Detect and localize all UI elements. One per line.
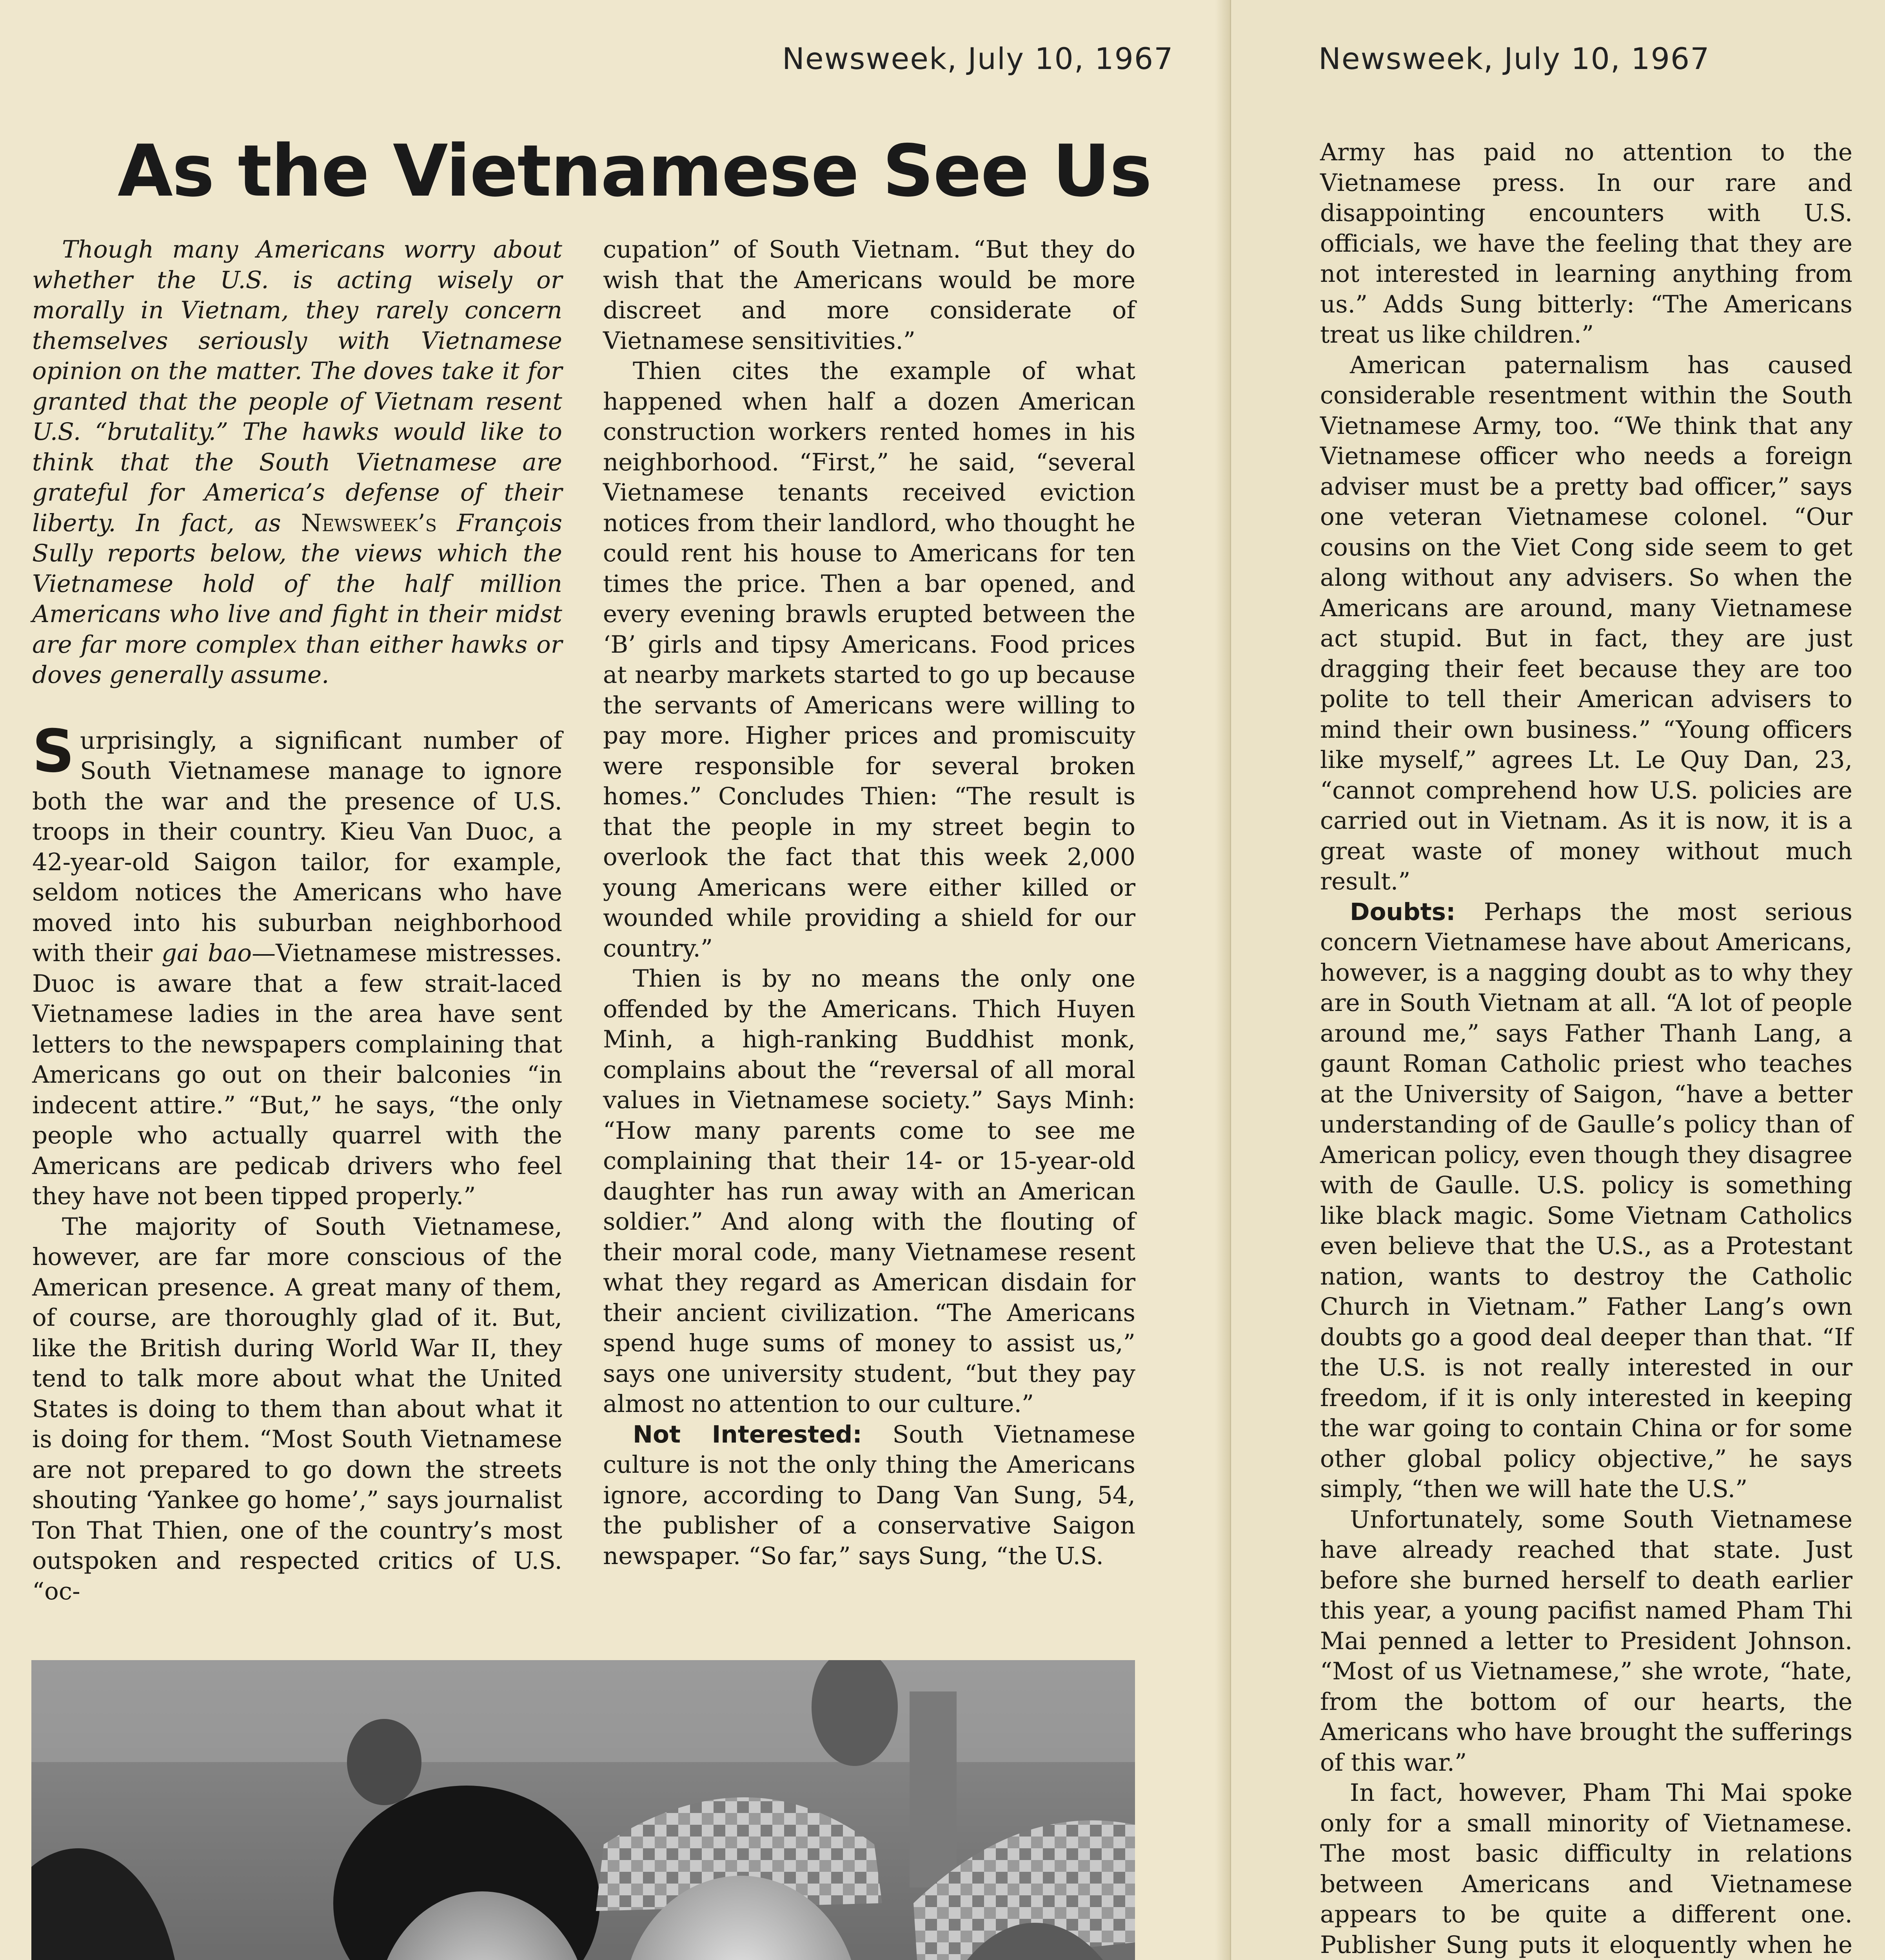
saigon-scene-photo (31, 1660, 1135, 1960)
body-paragraph: Doubts: Perhaps the most serious concern Vietnamese have about Americans, however, is a nagging doubt as to why they are in South Vietnam at all. “A lot of people around me,” says Father Thanh Lang, a gaunt Roman Catholic priest who teaches at the University of Saigon, “have a better understanding of de Gaulle’s policy than of American policy, even though they disagree with de Gaulle. U.S. policy is something like black magic. Some Vietnam Catholics even believe that the U.S., as a Protestant nation, wants to destroy the Catholic Church in Vietnam.” Father Lang’s own doubts go a good deal deeper than that. “If the U.S. is not really interested in our freedom, if it is only interested in keeping the war going to contain China or for some other global policy objective,” he says simply, “then we will hate the U.S.” (1320, 898, 1852, 1503)
body-paragraph: American paternalism has caused considerable resentment within the South Vietnamese Army, too. “We think that any Vietnamese officer who needs a foreign adviser must be a pretty bad officer,” says one veteran Vietnamese colonel. “Our cousins on the Viet Cong side seem to get along without any advisers. So when the Americans are around, many Vietnamese act stupid. But in fact, they are just dragging their feet because they are too polite to tell their American advisers to mind their own business.” “Young officers like myself,” agrees Lt. Le Quy Dan, 23, “cannot comprehend how U.S. policies are carried out in Vietnam. As it is now, it is a great waste of money without much result.” (1320, 351, 1852, 895)
body-paragraph: The majority of South Vietnamese, however, are far more conscious of the American presence. A great many of them, of course, are thoroughly glad of it. But, like the British during World War II, they tend to talk more about what the United States is doing to them than about what it is doing for them. “Most South Vietnamese are not prepared to go down the streets shouting ‘Yankee go home’,” says journalist Ton That Thien, one of the country’s most outspoken and respected critics of U.S. “oc- (32, 1212, 562, 1605)
intro-text-1: Though many Americans worry about whether the U.S. is acting wisely or morally in Vietnam, they rarely concern themselves seriously with Vietnamese opinion on the matter. The doves take it for granted that the people of Vietnam resent U.S. “brutality.” The hawks would like to think that the South Vietnamese are grateful for America’s defense of their liberty. In fact, as (32, 236, 562, 537)
article-headline: As the Vietnamese See Us (118, 129, 1151, 212)
body-paragraph: cupation” of South Vietnam. “But they do wish that the Americans would be more discreet and more considerate of Vietnamese sensitivities.” (603, 236, 1135, 355)
running-head-right: Newsweek, July 10, 1967 (1318, 41, 1710, 76)
foreign-term: gai bao (162, 939, 252, 967)
body-paragraph: Not Interested: South Vietnamese culture is not the only thing the Americans ignore, according to Dang Van Sung, 54, the publisher of a conservative Saigon newspaper. “So far,” says Sung, “the U.S. (603, 1420, 1135, 1570)
body-paragraph: Army has paid no attention to the Vietnamese press. In our rare and disappointing encounters with U.S. officials, we have the feeling that they are not interested in learning anything from us.” Adds Sung bitterly: “The Americans treat us like children.” (1320, 138, 1852, 348)
left-column (32, 234, 562, 1606)
body-paragraph: Unfortunately, some South Vietnamese have already reached that state. Just before she burned herself to death earlier this year, a young pacifist named Pham Thi Mai penned a letter to President Johnson. “Most of us Vietnamese,” she wrote, “hate, from the bottom of our hearts, the Americans who have brought the sufferings of this war.” (1320, 1505, 1852, 1777)
middle-column (603, 234, 1135, 1571)
body-paragraph: Surprisingly, a significant number of South Vietnamese manage to ignore both the war and the presence of U.S. troops in their country. Kieu Van Duoc, a 42-year-old Saigon tailor, for example, seldom notices the Americans who have moved into his suburban neighborhood with their gai bao—Vietnamese mistresses. Duoc is aware that a few strait-laced Vietnamese ladies in the area have sent letters to the newspapers complaining that Americans go out on their balconies “in indecent attire.” “But,” he says, “the only people who actually quarrel with the Americans are pedicab drivers who feel they have not been tipped properly.” (32, 717, 562, 1210)
right-page (1231, 0, 1885, 1960)
intro-magazine-name: Newsweek’s (301, 509, 437, 537)
intro-text-2: François Sully reports below, the views which the Vietnamese hold of the half million Americans who live and fight in their midst are far more complex than either hawks or doves generally assume. (32, 509, 563, 689)
subhead-doubts: Doubts: (1350, 898, 1456, 926)
subhead-not-interested: Not Interested: (633, 1420, 862, 1448)
drop-cap: S (32, 717, 75, 786)
body-paragraph: In fact, however, Pham Thi Mai spoke only for a small minority of Vietnamese. The most basic difficulty in relations between Americans and Vietnamese appears to be quite a different one. Publisher Sung puts it eloquently when he (1320, 1779, 1852, 1959)
right-column (1320, 137, 1852, 1960)
article-intro (32, 234, 562, 690)
running-head-left: Newsweek, July 10, 1967 (782, 41, 1174, 76)
body-paragraph: Thien is by no means the only one offended by the Americans. Thich Huyen Minh, a high-ranking Buddhist monk, complains about the “reversal of all moral values in Vietnamese society.” Says Minh: “How many parents come to see me complaining that their 14- or 15-year-old daughter has run away with an American soldier.” And along with the flouting of their moral code, many Vietnamese resent what they regard as American disdain for their ancient civilization. “The Americans spend huge sums of money to assist us,” says one university student, “but they pay almost no attention to our culture.” (603, 965, 1135, 1418)
body-paragraph: Thien cites the example of what happened when half a dozen American construction workers rented homes in his neighborhood. “First,” he said, “several Vietnamese tenants received eviction notices from their landlord, who thought he could rent his house to Americans for ten times the price. Then a bar opened, and every evening brawls erupted between the ‘B’ girls and tipsy Americans. Food prices at nearby markets started to go up because the servants of Americans were willing to pay more. Higher prices and promiscuity were responsible for several broken homes.” Concludes Thien: “The result is that the people in my street begin to overlook the fact that this week 2,000 young Americans were either killed or wounded while providing a shield for our country.” (603, 357, 1135, 962)
